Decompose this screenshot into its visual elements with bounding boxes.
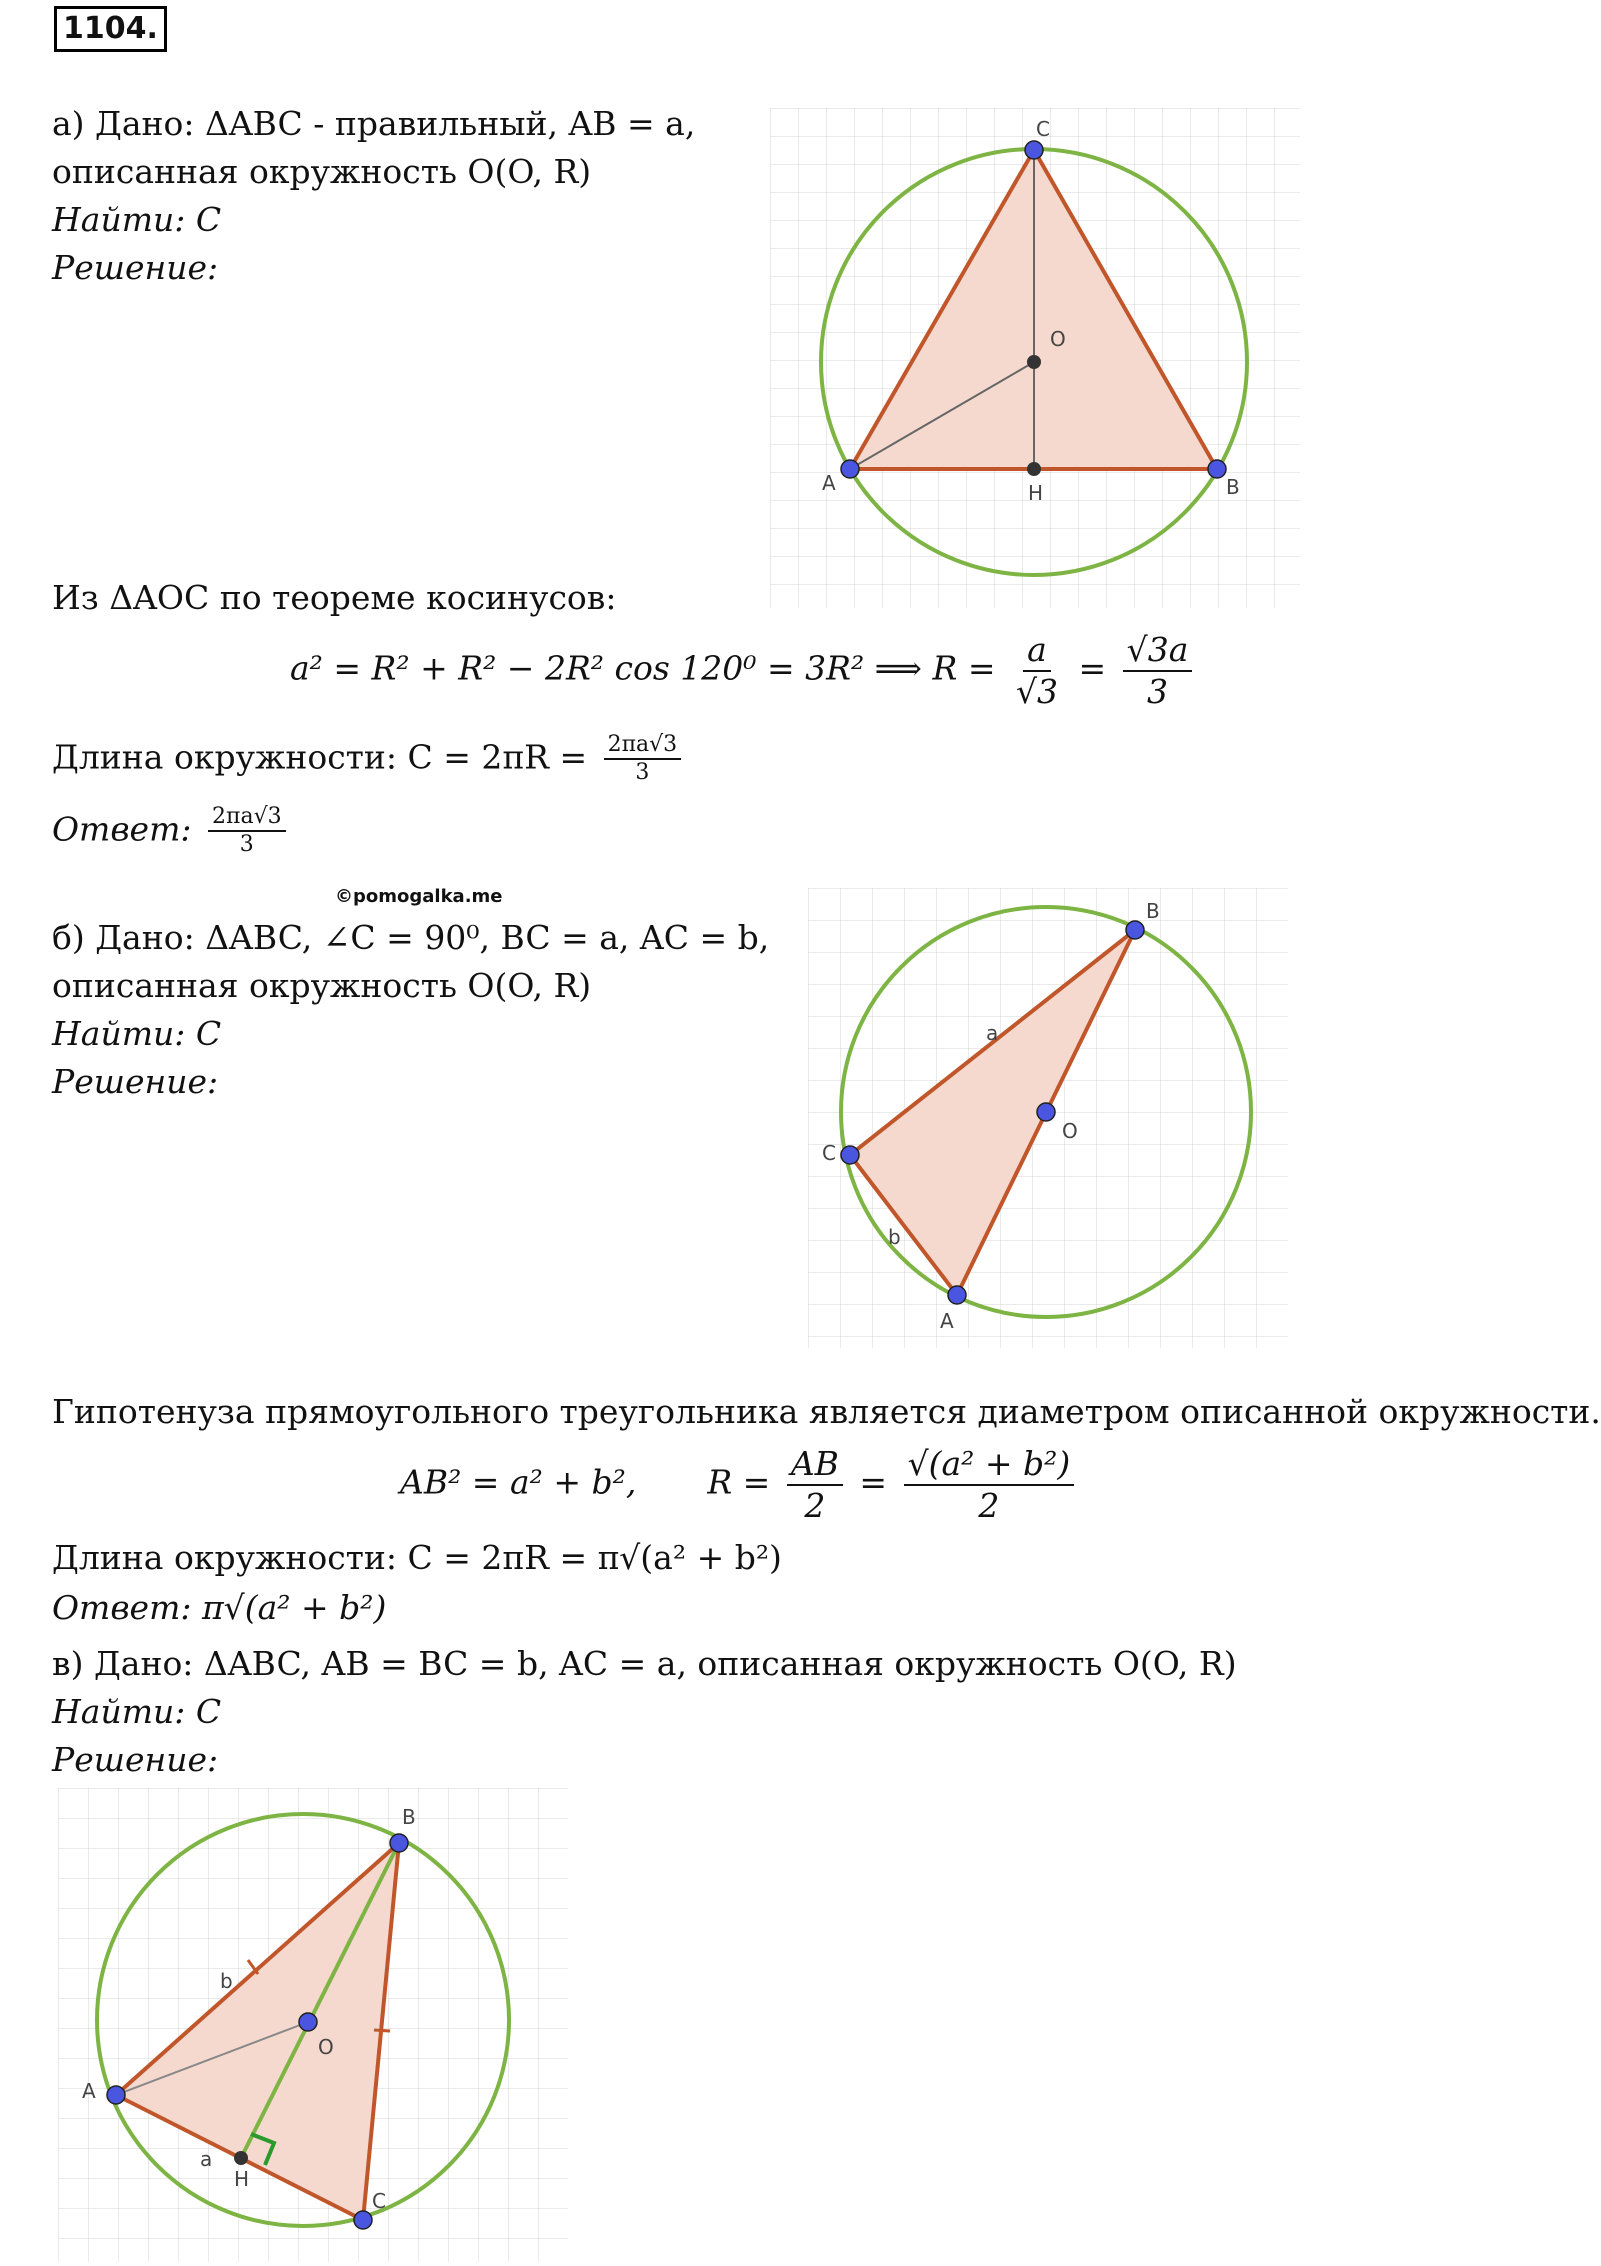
tick-bc — [374, 2030, 390, 2031]
label-b: B — [402, 1805, 416, 1829]
part-b-find: Найти: C — [52, 1014, 222, 1053]
point-a — [107, 2086, 125, 2104]
frac-num: √(a² + b²) — [904, 1444, 1075, 1486]
frac-num: AB — [787, 1444, 843, 1486]
frac-den: 3 — [239, 832, 254, 858]
frac-den: 3 — [635, 760, 650, 786]
point-b — [1126, 921, 1144, 939]
frac-num: a — [1023, 630, 1051, 672]
point-h — [234, 2151, 248, 2165]
label-c: C — [1036, 117, 1050, 141]
formula-b-left: AB² = a² + b², — [400, 1462, 637, 1502]
part-a-length — [52, 732, 687, 787]
part-a-given-circle: описанная окружность O(O, R) — [52, 152, 592, 191]
label-h: H — [1028, 481, 1044, 505]
label-b: B — [1226, 475, 1240, 499]
label-a: A — [82, 2079, 96, 2103]
frac-sqrt-over-2 — [904, 1444, 1075, 1525]
label-c: C — [372, 2189, 386, 2213]
part-b-given-circle: описанная окружность O(O, R) — [52, 966, 592, 1005]
length-fraction — [604, 732, 682, 787]
part-b-hypotenuse-text: Гипотенуза прямоугольного треугольника является диаметром описанной окружности. — [52, 1392, 1601, 1431]
part-a-given: а) Дано: ΔABC - правильный, AB = a, — [52, 104, 696, 143]
label-c: C — [822, 1141, 836, 1165]
label-o: O — [1050, 327, 1066, 351]
frac-ab-over-2 — [787, 1444, 843, 1525]
frac-den: 3 — [1147, 671, 1169, 711]
part-c-solution: Решение: — [52, 1740, 219, 1779]
part-a-find: Найти: C — [52, 200, 222, 239]
label-a: A — [822, 471, 836, 495]
equals-sign: = — [859, 1462, 888, 1502]
frac-num: √3a — [1123, 630, 1193, 672]
frac-den: 2 — [978, 1485, 1000, 1525]
point-h — [1027, 462, 1041, 476]
point-o — [1037, 1103, 1055, 1121]
label-side-a: a — [200, 2147, 213, 2171]
part-b-length: Длина окружности: C = 2πR = π√(a² + b²) — [52, 1538, 782, 1577]
frac-den: √3 — [1015, 671, 1059, 711]
point-c — [1025, 141, 1043, 159]
label-side-b: b — [220, 1969, 233, 1993]
figure-a — [770, 108, 1300, 608]
part-c-given: в) Дано: ΔABC, AB = BC = b, AC = a, описанная окружность O(O, R) — [52, 1644, 1237, 1683]
label-a: A — [940, 1309, 954, 1333]
part-a-answer — [52, 804, 292, 859]
part-b-main-formula — [400, 1444, 1080, 1525]
label-side-a: a — [986, 1021, 999, 1045]
point-a — [948, 1286, 966, 1304]
watermark: ©pomogalka.me — [335, 886, 503, 907]
point-o — [299, 2013, 317, 2031]
label-b: B — [1146, 899, 1160, 923]
point-o — [1027, 355, 1041, 369]
frac-a-over-sqrt3 — [1012, 630, 1062, 711]
equals-sign: = — [1078, 648, 1107, 688]
formula-a-left: a² = R² + R² − 2R² cos 120⁰ = 3R² ⟹ R = — [290, 648, 996, 688]
part-c-find: Найти: C — [52, 1692, 222, 1731]
formula-b-r: R = — [707, 1462, 771, 1502]
figure-c — [58, 1788, 568, 2262]
frac-num: 2πa√3 — [208, 804, 286, 832]
label-side-b: b — [888, 1225, 901, 1249]
figure-b — [808, 888, 1288, 1348]
point-a — [841, 460, 859, 478]
label-h: H — [234, 2167, 250, 2191]
label-o: O — [1062, 1119, 1078, 1143]
point-b — [390, 1834, 408, 1852]
frac-num: 2πa√3 — [604, 732, 682, 760]
point-c — [354, 2211, 372, 2229]
part-b-solution: Решение: — [52, 1062, 219, 1101]
part-a-cosine-intro: Из ΔAOC по теореме косинусов: — [52, 578, 617, 617]
answer-label: Ответ: — [52, 809, 192, 849]
answer-fraction — [208, 804, 286, 859]
point-b — [1208, 460, 1226, 478]
part-a-main-formula — [290, 630, 1198, 711]
problem-number: 1104. — [54, 6, 167, 52]
length-label: Длина окружности: C = 2πR = — [52, 737, 588, 777]
part-b-given: б) Дано: ΔABC, ∠C = 90⁰, BC = a, AC = b, — [52, 918, 770, 957]
point-c — [841, 1146, 859, 1164]
frac-sqrt3a-over-3 — [1123, 630, 1193, 711]
part-b-answer: Ответ: π√(a² + b²) — [52, 1588, 387, 1627]
part-a-solution: Решение: — [52, 248, 219, 287]
label-o: O — [318, 2035, 334, 2059]
frac-den: 2 — [804, 1485, 826, 1525]
